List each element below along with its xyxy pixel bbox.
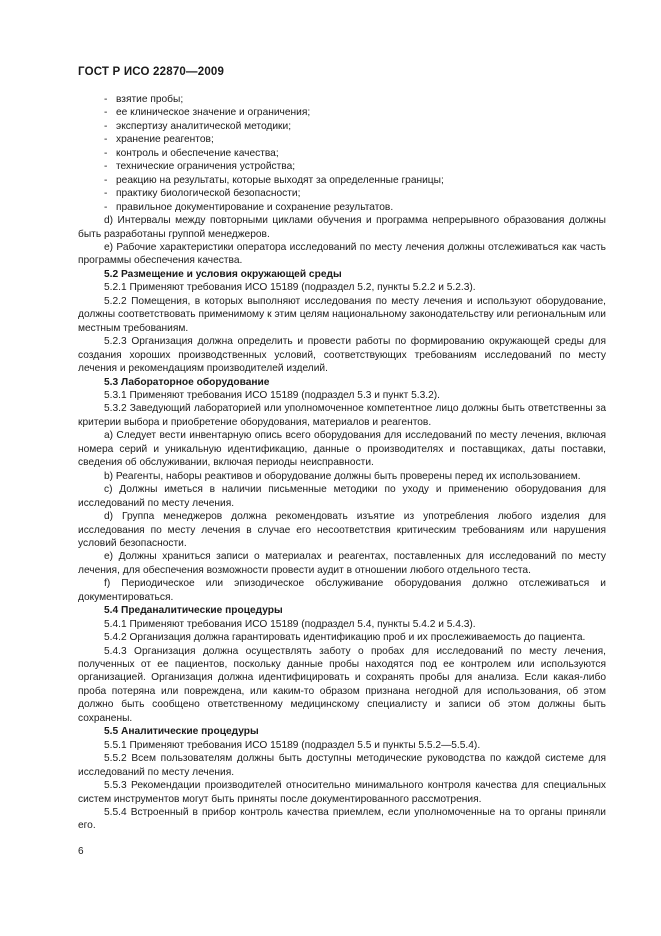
bullet-item: - ее клиническое значение и ограничения; [104, 107, 311, 119]
paragraph: 5.2.1 Применяют требования ИСО 15189 (подраздел 5.2, пункты 5.2.2 и 5.2.3). [104, 282, 476, 294]
document-header: ГОСТ Р ИСО 22870—2009 [78, 66, 225, 78]
page-number: 6 [78, 846, 84, 857]
paragraph: 5.5.1 Применяют требования ИСО 15189 (подраздел 5.5 и пункты 5.5.2—5.5.4). [104, 739, 481, 751]
paragraph: 5.2.3 Организация должна определить и провести работы по формированию окружающей среды для создания хороших производственных условий, соответствующих требованиям исследований по месту лечения и рекомендациям производителей изделий. [78, 336, 606, 375]
paragraph: 5.2.2 Помещения, в которых выполняют исследования по месту лечения и используют оборудование, должны соответствовать применимому к этим целям национальному законодательству или региональным или местным требованиям. [78, 295, 606, 334]
section-heading: 5.4 Преданалитические процедуры [104, 605, 283, 617]
bullet-item: - правильное документирование и сохранение результатов. [104, 201, 394, 213]
paragraph: e) Должны храниться записи о материалах и реагентах, поставленных для исследований по месту лечения, для обеспечения возможности провести аудит в отношении любого отдельного теста. [78, 551, 606, 576]
paragraph: d) Группа менеджеров должна рекомендовать изъятие из употребления любого изделия для исследования по месту лечения в случае его несоответствия критическим требованиям или нарушения условий безопасности. [78, 511, 606, 549]
bullet-item: - контроль и обеспечение качества; [104, 147, 279, 159]
paragraph: b) Реагенты, наборы реактивов и оборудование должны быть проверены перед их использованием. [104, 470, 581, 482]
paragraph: 5.4.2 Организация должна гарантировать идентификацию проб и их прослеживаемость до пациента. [104, 632, 586, 644]
paragraph: c) Должны иметься в наличии письменные методики по уходу и применению оборудования для исследований по месту лечения. [78, 484, 606, 509]
paragraph: 5.4.1 Применяют требования ИСО 15189 (подраздел 5.4, пункты 5.4.2 и 5.4.3). [104, 618, 476, 630]
paragraph: 5.3.2 Заведующий лабораторией или уполномоченное компетентное лицо должны быть ответственны за критерии выбора и приобретение оборудования, материалов и реагентов. [78, 403, 606, 428]
paragraph: 5.3.1 Применяют требования ИСО 15189 (подраздел 5.3 и пункт 5.3.2). [104, 389, 440, 401]
paragraph: e) Рабочие характеристики оператора исследований по месту лечения должны отслеживаться как часть программы обеспечения качества. [78, 241, 606, 267]
bullet-item: - реакцию на результаты, которые выходят за определенные границы; [104, 174, 444, 186]
paragraph: a) Следует вести инвентарную опись всего оборудования для исследований по месту лечения, включая номера серий и уникальную идентификацию, данные о производителях и поставщиках, даты поставки, сведения об обслуживании, включая периоды неисправности. [78, 430, 606, 469]
section-heading: 5.5 Аналитические процедуры [104, 726, 259, 738]
bullet-item: - практику биологической безопасности; [104, 188, 301, 200]
bullet-item: - экспертизу аналитической методики; [104, 120, 292, 132]
paragraph: d) Интервалы между повторными циклами обучения и программа непрерывного образования должны быть разработаны группой менеджеров. [78, 215, 606, 240]
document-body [78, 93, 606, 833]
paragraph: 5.5.2 Всем пользователям должны быть доступны методические руководства по каждой системе для исследований по месту лечения. [78, 753, 606, 778]
paragraph: 5.5.3 Рекомендации производителей относительно минимального контроля качества для специальных систем инструментов могут быть приняты после документированного рассмотрения. [78, 780, 606, 805]
bullet-item: - взятие пробы; [104, 94, 184, 105]
paragraph: 5.5.4 Встроенный в прибор контроль качества приемлем, если уполномоченные на то органы приняли его. [78, 807, 606, 832]
bullet-item: - технические ограничения устройства; [104, 161, 296, 173]
section-heading: 5.2 Размещение и условия окружающей среды [104, 268, 342, 280]
bullet-item: - хранение реагентов; [104, 134, 214, 146]
section-heading: 5.3 Лабораторное оборудование [104, 376, 270, 388]
paragraph: 5.4.3 Организация должна осуществлять заботу о пробах для исследований по месту лечения, полученных от ее пациентов, поскольку данные пробы находятся под ее контролем или используются организацией. Организация должна идентифицировать и сохранять пробы для анализа. Если какая-либо проба потеряна или повреждена, или каким-то образом признана негодной для использования, об этом должно быть сообщено ответственному медицинскому специалисту и записи об этом должны быть сохранены. [78, 645, 606, 724]
paragraph: f) Периодическое или эпизодическое обслуживание оборудования должно отслеживаться и документироваться. [78, 578, 606, 603]
